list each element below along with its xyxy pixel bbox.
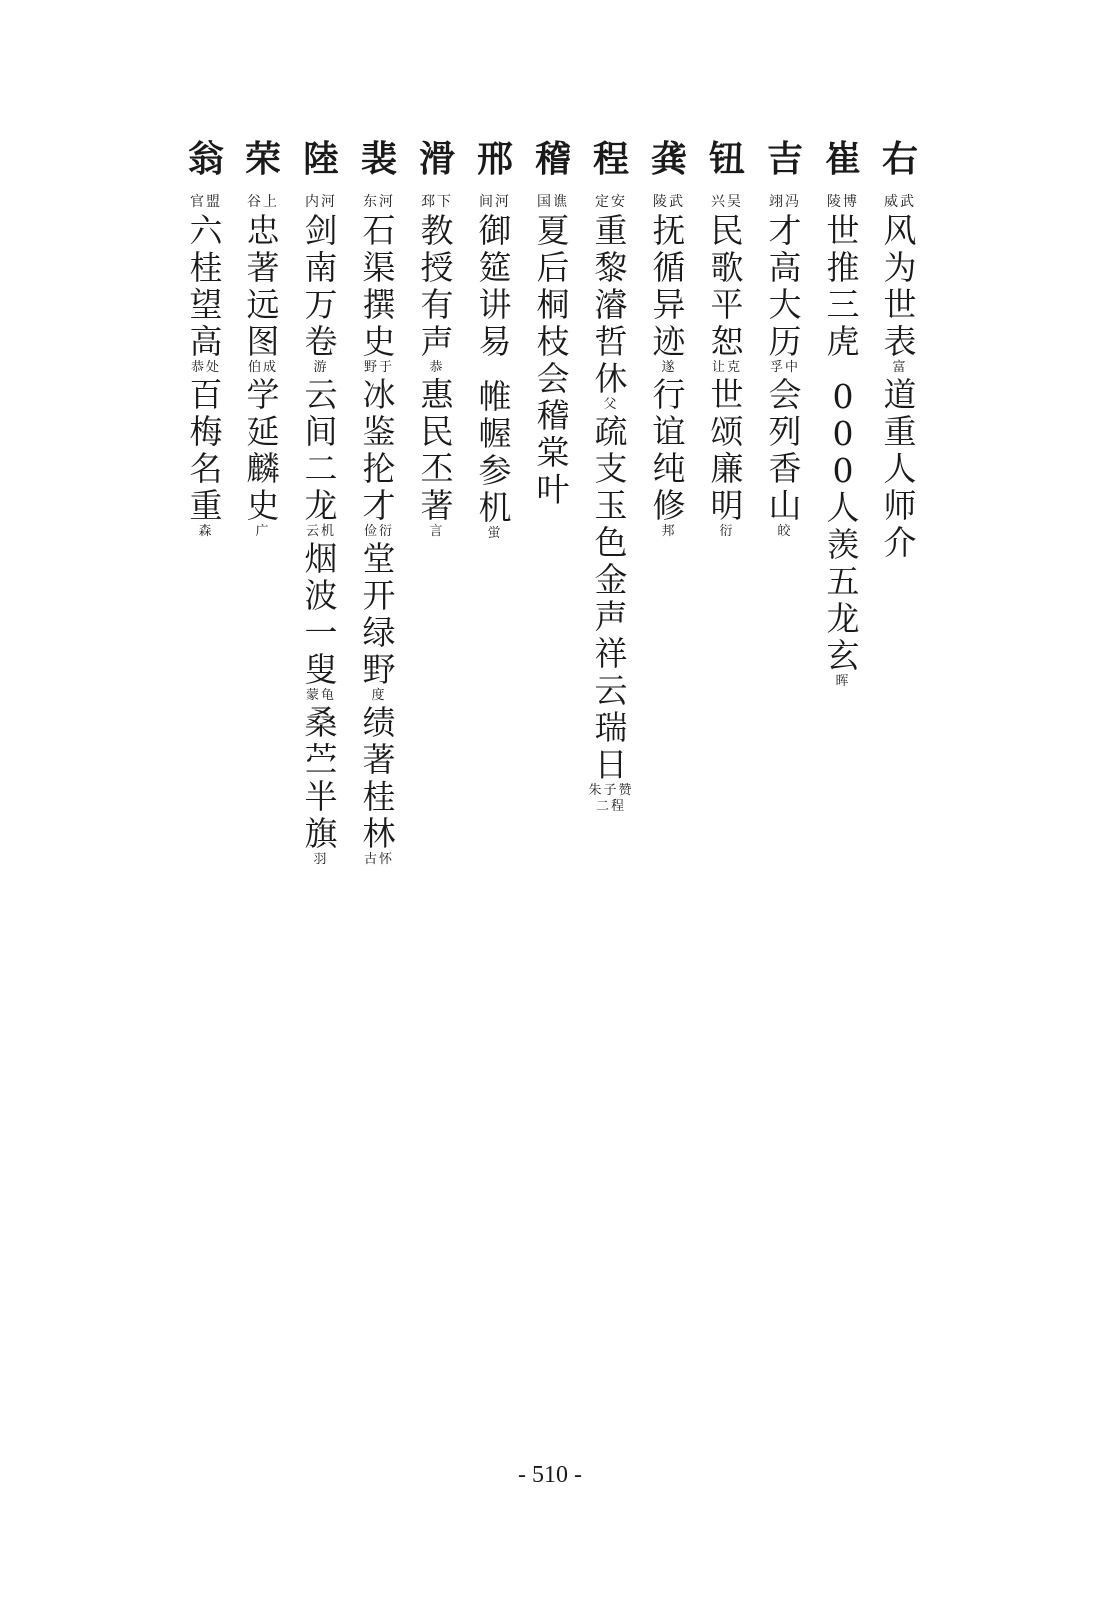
origin-note: 邳下 [421,194,453,210]
glyph: 师 [883,486,917,525]
glyph: 0 [832,451,854,490]
glyph: 史 [362,322,396,361]
glyph: 夏 [536,211,570,250]
glyph: 卷 [304,322,338,361]
annotation-note: 恭 [429,360,445,375]
glyph: 望 [189,285,223,324]
couplet-body [479,212,512,542]
couplet-text [769,376,802,524]
surname-heading: 陸 [302,139,339,180]
annotation-note: 伯成 [247,360,278,375]
glyph: 风 [883,211,917,250]
origin-note: 谷上 [247,194,279,210]
surname-heading: 邢 [476,139,513,180]
glyph: 高 [768,248,802,287]
couplet-text [769,212,802,360]
glyph: 棠 [536,433,570,472]
glyph: 丕 [420,449,454,488]
annotation-note: 富 [892,360,908,375]
glyph: 六 [189,211,223,250]
glyph: 抡 [362,449,396,488]
couplet-text [479,378,512,526]
glyph: 堂 [362,539,396,578]
glyph: 祥 [594,634,628,673]
glyph: 叶 [536,470,570,509]
couplet-text [827,489,860,674]
couplet-text [479,212,512,360]
couplet-body [588,212,633,815]
glyph: 平 [710,285,744,324]
glyph: 石 [362,211,396,250]
couplet-text [833,378,854,489]
glyph: 间 [304,412,338,451]
glyph: 濬 [594,285,628,324]
glyph: 忠 [246,211,280,250]
glyph: 机 [478,488,512,527]
origin-note: 国谯 [537,194,569,210]
annotation-note: 野于 [363,360,394,375]
couplet-text [421,376,454,524]
glyph: 会 [536,359,570,398]
couplet-text [711,376,744,524]
glyph: 重 [594,211,628,250]
glyph: 谊 [652,412,686,451]
glyph: 参 [478,451,512,490]
annotation-note: 朱子赞 [588,783,634,798]
annotation-note: 羽 [313,852,329,867]
couplet-text [190,212,223,360]
glyph: 重 [883,412,917,451]
column-cui [813,140,873,690]
glyph: 桐 [536,285,570,324]
glyph: 惠 [420,375,454,414]
couplet-body [421,212,454,540]
surname-heading: 裴 [360,139,397,180]
glyph: 为 [883,248,917,287]
column-cheng [581,140,641,815]
column-gong [639,140,699,540]
annotation-note: 父 [603,397,619,412]
annotation-note: 广 [255,524,271,539]
couplet-text [305,212,338,360]
origin-note: 威武 [884,194,916,210]
origin-note: 陵武 [653,194,685,210]
glyph: 抚 [652,211,686,250]
glyph: 推 [826,248,860,287]
annotation-note: 蛍 [487,526,503,541]
glyph: 0 [832,377,854,416]
couplet-text [421,212,454,360]
column-hua [407,140,467,540]
glyph: 哲 [594,322,628,361]
couplet-text [537,212,570,508]
origin-note: 翊冯 [769,194,801,210]
surname-heading: 滑 [418,139,455,180]
glyph: 道 [883,375,917,414]
glyph: 高 [189,322,223,361]
glyph: 0 [832,414,854,453]
glyph: 支 [594,449,628,488]
couplet-text [884,376,917,561]
annotation-note: 晖 [835,674,851,689]
surname-heading: 龚 [650,139,687,180]
couplet-text [363,540,396,688]
couplet-text [247,212,280,360]
surname-heading: 崔 [824,139,861,180]
column-niu [697,140,757,540]
glyph: 一 [304,613,338,652]
glyph: 纯 [652,449,686,488]
glyph: 图 [246,322,280,361]
origin-note: 陵博 [827,194,859,210]
glyph: 才 [362,486,396,525]
glyph: 幄 [478,414,512,453]
couplet-text [247,376,280,524]
glyph: 教 [420,211,454,250]
glyph: 迹 [652,322,686,361]
annotation-note: 古怀 [363,852,394,867]
glyph: 林 [362,814,396,853]
couplet-body [884,212,917,561]
glyph: 桑 [304,703,338,742]
glyph: 稽 [536,396,570,435]
column-ji2 [523,140,583,508]
glyph: 著 [362,740,396,779]
couplet-text [305,704,338,852]
annotation-note: 邦 [661,524,677,539]
glyph: 山 [768,486,802,525]
glyph: 桂 [362,777,396,816]
annotation-note: 森 [198,524,214,539]
glyph: 绿 [362,613,396,652]
couplet-text [711,212,744,360]
surname-heading: 荣 [244,139,281,180]
glyph: 苎 [304,740,338,779]
glyph: 人 [883,449,917,488]
couplet-body [653,212,686,540]
couplet-text [594,413,627,783]
origin-note: 东河 [363,194,395,210]
glyph: 帷 [478,377,512,416]
surname-heading: 程 [592,139,629,180]
couplet-body [247,212,280,540]
couplet-body [537,212,570,508]
glyph: 易 [478,322,512,361]
glyph: 民 [710,211,744,250]
glyph: 行 [652,375,686,414]
annotation-note: 俭衍 [363,524,394,539]
glyph: 重 [189,486,223,525]
annotation-note: 衍 [719,524,735,539]
glyph: 玉 [594,486,628,525]
column-you [870,140,930,561]
couplet-text [305,376,338,524]
column-xing [465,140,525,542]
glyph: 介 [883,523,917,562]
glyph: 野 [362,650,396,689]
annotation-note: 游 [313,360,329,375]
glyph: 开 [362,576,396,615]
glyph: 世 [826,211,860,250]
couplet-text [884,212,917,360]
glyph: 绩 [362,703,396,742]
annotation-note: 遂 [661,360,677,375]
glyph: 歌 [710,248,744,287]
glyph: 御 [478,211,512,250]
glyph: 瑞 [594,708,628,747]
glyph: 云 [594,671,628,710]
glyph: 恕 [710,322,744,361]
glyph: 麟 [246,449,280,488]
surname-heading: 翁 [187,139,224,180]
glyph: 二 [304,449,338,488]
glyph: 世 [710,375,744,414]
glyph: 叟 [304,650,338,689]
glyph: 枝 [536,322,570,361]
glyph: 桂 [189,248,223,287]
glyph: 史 [246,486,280,525]
origin-note: 间河 [479,194,511,210]
annotation-note: 言 [429,524,445,539]
glyph: 循 [652,248,686,287]
glyph: 三 [826,285,860,324]
glyph: 龙 [304,486,338,525]
glyph: 云 [304,375,338,414]
glyph: 虎 [826,322,860,361]
annotation-note: 蒙龟 [305,688,336,703]
origin-note: 定安 [595,194,627,210]
glyph: 日 [594,745,628,784]
page-number: - 510 - [518,1462,582,1488]
glyph: 烟 [304,539,338,578]
column-lu [291,140,351,868]
couplet-text [305,540,338,688]
glyph: 著 [420,486,454,525]
glyph: 名 [189,449,223,488]
glyph: 民 [420,412,454,451]
glyph: 声 [594,597,628,636]
annotation-note: 让克 [711,360,742,375]
glyph: 后 [536,248,570,287]
glyph: 修 [652,486,686,525]
glyph: 大 [768,285,802,324]
glyph: 延 [246,412,280,451]
couplet-text [363,704,396,852]
couplet-body [363,212,396,868]
column-rong [233,140,293,540]
glyph: 才 [768,211,802,250]
glyph: 鉴 [362,412,396,451]
couplet-body [711,212,744,540]
glyph: 半 [304,777,338,816]
couplet-text [594,212,627,397]
glyph: 色 [594,523,628,562]
glyph: 金 [594,560,628,599]
glyph: 会 [768,375,802,414]
couplet-body [827,212,860,690]
glyph: 百 [189,375,223,414]
glyph: 明 [710,486,744,525]
glyph: 授 [420,248,454,287]
glyph: 著 [246,248,280,287]
glyph: 羡 [826,525,860,564]
surname-heading: 右 [881,139,918,180]
origin-note: 官盟 [190,194,222,210]
annotation-note: 度 [371,688,387,703]
glyph: 香 [768,449,802,488]
glyph: 黎 [594,248,628,287]
annotation-note: 孚中 [769,360,800,375]
glyph: 世 [883,285,917,324]
couplet-text [653,212,686,360]
column-weng [176,140,236,540]
column-pei [349,140,409,868]
glyph: 廉 [710,449,744,488]
couplet-body [190,212,223,540]
couplet-text [363,376,396,524]
glyph: 疏 [594,412,628,451]
glyph: 历 [768,322,802,361]
glyph: 南 [304,248,338,287]
annotation-note: 云机 [305,524,336,539]
origin-note: 内河 [305,194,337,210]
glyph: 冰 [362,375,396,414]
glyph: 人 [826,488,860,527]
glyph: 玄 [826,636,860,675]
glyph: 万 [304,285,338,324]
glyph: 有 [420,285,454,324]
glyph: 休 [594,359,628,398]
couplet-body [769,212,802,540]
glyph: 龙 [826,599,860,638]
glyph: 列 [768,412,802,451]
couplet-body [305,212,338,868]
glyph: 旗 [304,814,338,853]
glyph: 远 [246,285,280,324]
glyph: 剑 [304,211,338,250]
glyph: 声 [420,322,454,361]
glyph: 讲 [478,285,512,324]
couplet-text [363,212,396,360]
surname-heading: 吉 [766,139,803,180]
glyph: 颂 [710,412,744,451]
glyph: 学 [246,375,280,414]
origin-note: 兴吴 [711,194,743,210]
surname-heading: 钮 [708,139,745,180]
column-ji [755,140,815,540]
couplet-text [190,376,223,524]
glyph: 五 [826,562,860,601]
surname-heading: 稽 [534,139,571,180]
annotation-note: 皎 [777,524,793,539]
annotation-note: 恭处 [190,360,221,375]
annotation-note: 二程 [595,799,626,814]
glyph: 渠 [362,248,396,287]
couplet-text [827,212,860,360]
glyph: 撰 [362,285,396,324]
glyph: 梅 [189,412,223,451]
glyph: 异 [652,285,686,324]
couplet-text [653,376,686,524]
glyph: 筵 [478,248,512,287]
glyph: 波 [304,576,338,615]
glyph: 表 [883,322,917,361]
